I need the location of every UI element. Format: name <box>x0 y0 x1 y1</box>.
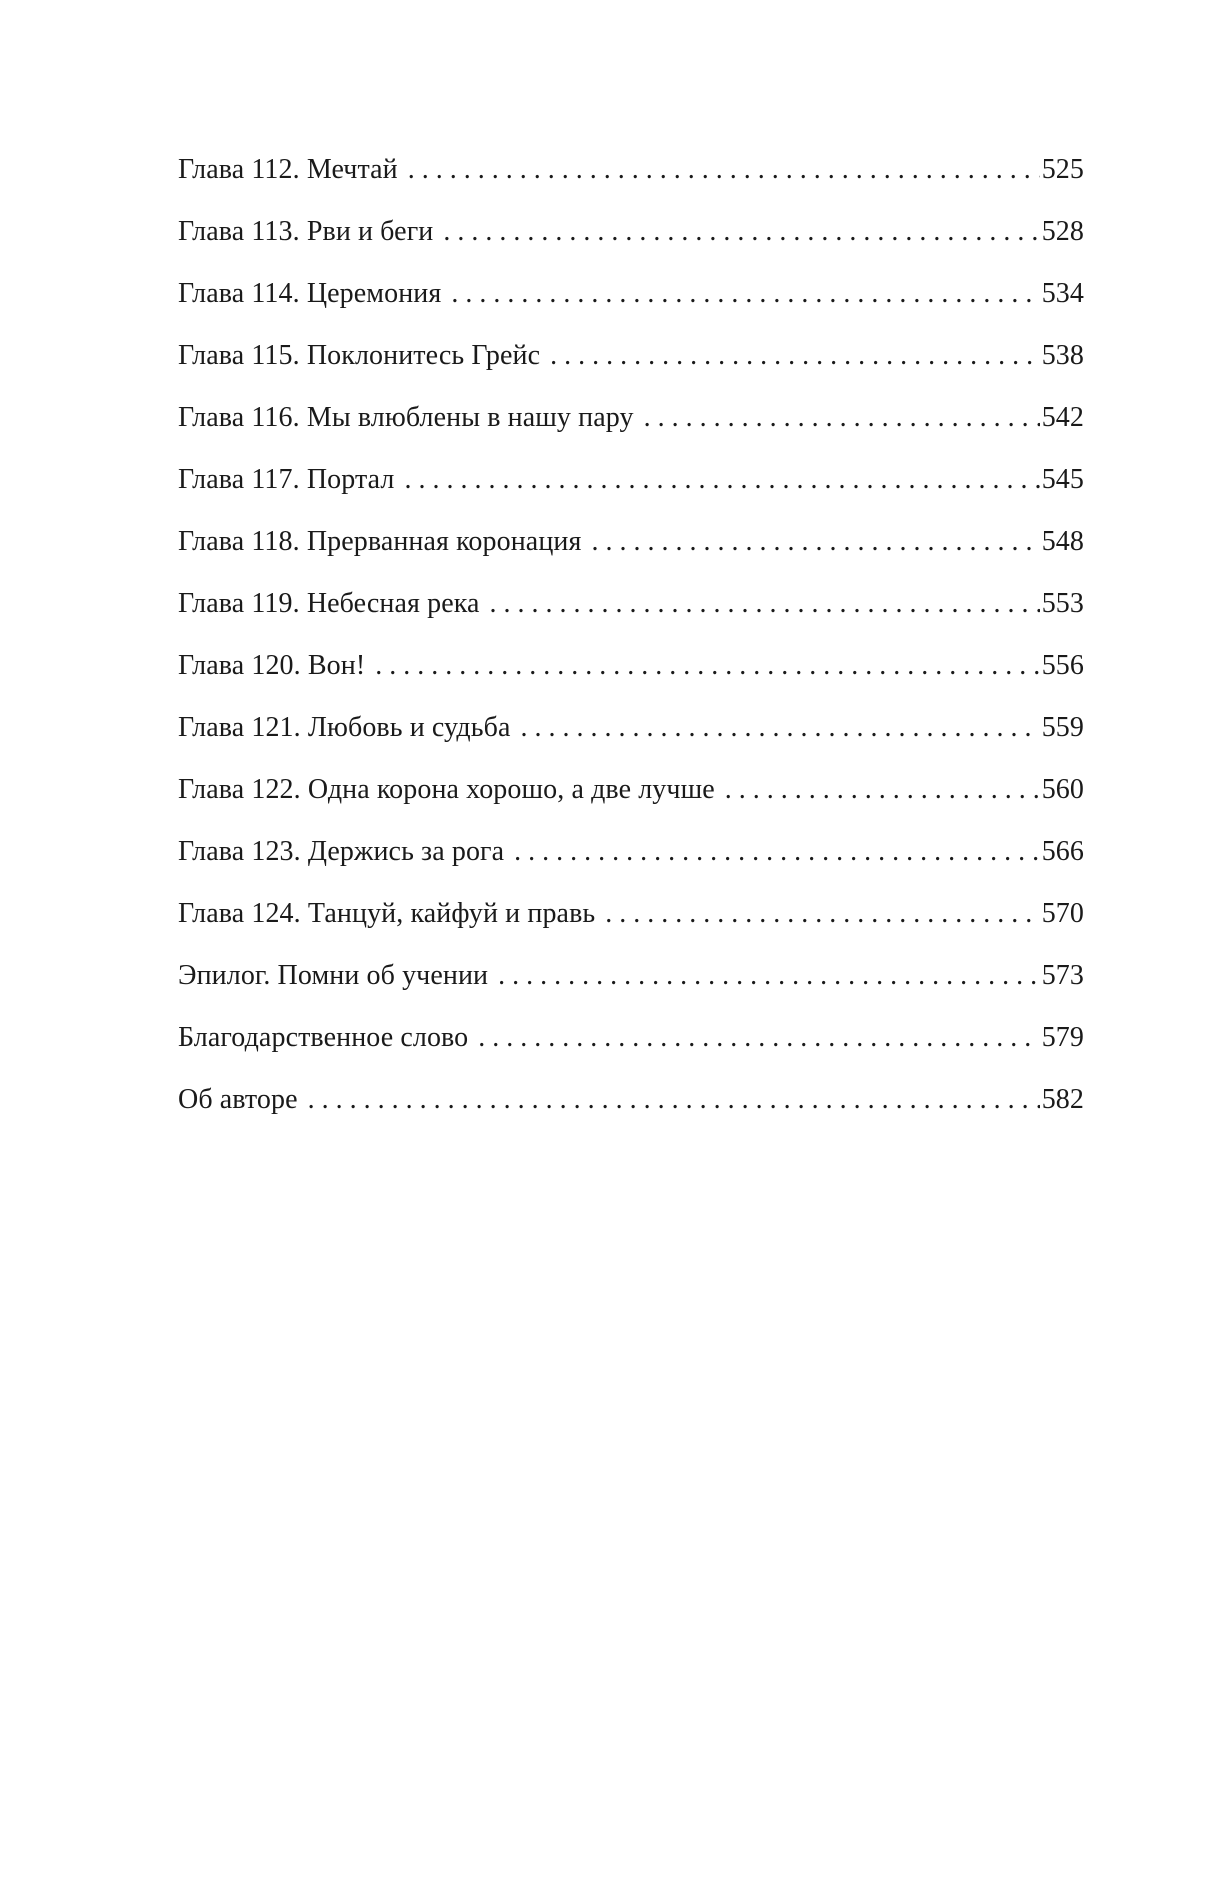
toc-entry-title: Глава 121. Любовь и судьба <box>178 712 511 743</box>
toc-entry-page: 525 <box>1041 154 1084 185</box>
toc-entry-title: Глава 120. Вон! <box>178 650 366 681</box>
toc-entry-page: 534 <box>1041 278 1084 309</box>
toc-entry <box>178 650 1084 712</box>
toc-dot-leader <box>520 712 1039 744</box>
toc-entry-title: Глава 118. Прерванная коронация <box>178 526 582 557</box>
toc-entry-title: Глава 122. Одна корона хорошо, а две лучше <box>178 774 715 805</box>
toc-entry-title: Глава 124. Танцуй, кайфуй и правь <box>178 898 596 929</box>
toc-entry <box>178 340 1084 402</box>
toc-entry-page: 538 <box>1041 340 1084 371</box>
toc-entry-page: 579 <box>1041 1022 1084 1053</box>
toc-entry <box>178 898 1084 960</box>
table-of-contents <box>178 154 1084 1146</box>
toc-dot-leader <box>443 216 1039 248</box>
toc-entry-page: 570 <box>1041 898 1084 929</box>
toc-entry <box>178 1084 1084 1146</box>
toc-entry-page: 559 <box>1041 712 1084 743</box>
toc-dot-leader <box>550 340 1040 372</box>
toc-entry <box>178 774 1084 836</box>
toc-dot-leader <box>725 774 1040 806</box>
toc-dot-leader <box>514 836 1040 868</box>
toc-dot-leader <box>644 402 1040 434</box>
toc-dot-leader <box>308 1084 1040 1116</box>
toc-entry <box>178 526 1084 588</box>
toc-entry-page: 553 <box>1041 588 1084 619</box>
toc-entry-title: Глава 115. Поклонитесь Грейс <box>178 340 541 371</box>
toc-dot-leader <box>375 650 1039 682</box>
toc-entry-title: Глава 114. Церемония <box>178 278 442 309</box>
toc-entry-page: 556 <box>1041 650 1084 681</box>
toc-dot-leader <box>490 588 1040 620</box>
toc-entry <box>178 464 1084 526</box>
toc-entry-page: 566 <box>1041 836 1084 867</box>
toc-entry-title: Благодарственное слово <box>178 1022 469 1053</box>
toc-dot-leader <box>605 898 1039 930</box>
toc-entry-page: 528 <box>1041 216 1084 247</box>
toc-entry <box>178 278 1084 340</box>
toc-entry-page: 542 <box>1041 402 1084 433</box>
toc-entry-title: Глава 123. Держись за рога <box>178 836 505 867</box>
toc-dot-leader <box>478 1022 1039 1054</box>
toc-entry <box>178 836 1084 898</box>
toc-entry <box>178 402 1084 464</box>
toc-entry-title: Глава 113. Рви и беги <box>178 216 434 247</box>
toc-entry <box>178 154 1084 216</box>
toc-entry-page: 582 <box>1041 1084 1084 1115</box>
toc-entry <box>178 588 1084 650</box>
toc-entry <box>178 1022 1084 1084</box>
toc-entry <box>178 712 1084 774</box>
toc-dot-leader <box>408 154 1040 186</box>
toc-entry-page: 548 <box>1041 526 1084 557</box>
toc-entry-title: Эпилог. Помни об учении <box>178 960 489 991</box>
toc-dot-leader <box>405 464 1040 496</box>
toc-dot-leader <box>591 526 1039 558</box>
toc-entry-title: Об авторе <box>178 1084 298 1115</box>
toc-entry-page: 545 <box>1041 464 1084 495</box>
toc-entry-title: Глава 117. Портал <box>178 464 395 495</box>
toc-entry-title: Глава 116. Мы влюблены в нашу пару <box>178 402 634 433</box>
toc-entry <box>178 216 1084 278</box>
toc-entry <box>178 960 1084 1022</box>
toc-dot-leader <box>498 960 1040 992</box>
toc-entry-title: Глава 112. Мечтай <box>178 154 398 185</box>
toc-entry-title: Глава 119. Небесная река <box>178 588 480 619</box>
toc-entry-page: 573 <box>1041 960 1084 991</box>
toc-entry-page: 560 <box>1041 774 1084 805</box>
toc-dot-leader <box>451 278 1039 310</box>
